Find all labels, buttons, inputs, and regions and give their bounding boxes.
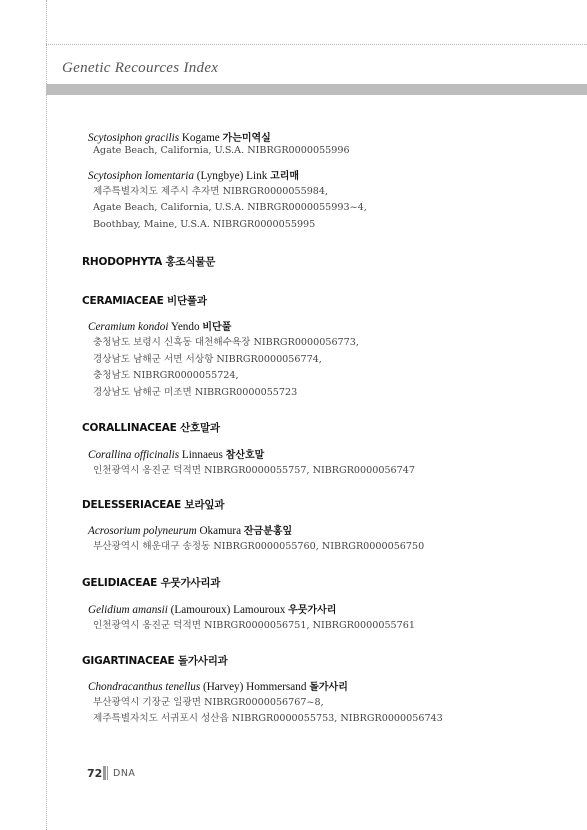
family-heading: CORALLINACEAE 산호말과 <box>82 422 220 434</box>
specimen-record: 제주특별자치도 서귀포시 성산읍 NIBRGR0000055753, NIBRGR0000056743 <box>93 713 443 724</box>
specimen-record: 경상남도 남해군 서면 서상항 NIBRGR0000056774, <box>93 354 322 365</box>
family-heading: RHODOPHYTA 홍조식물문 <box>82 256 216 268</box>
species-scientific-name: Corallina officinalis <box>88 449 180 461</box>
specimen-record: 제주특별자치도 제주시 추자면 NIBRGR0000055984, <box>93 186 329 197</box>
species-entry <box>88 129 271 144</box>
species-entry <box>88 601 336 616</box>
footer-section-label: DNA <box>113 768 136 779</box>
header-rule-bar <box>46 84 587 95</box>
specimen-record: 부산광역시 기장군 일광면 NIBRGR0000056767~8, <box>93 697 324 708</box>
specimen-record: 충청남도 보령시 신흑동 대천해수욕장 NIBRGR0000056773, <box>93 337 359 348</box>
species-scientific-name: Gelidium amansii <box>88 604 168 616</box>
species-scientific-name: Scytosiphon lomentaria <box>88 170 194 182</box>
species-author: Kogame <box>179 132 223 144</box>
family-heading: GIGARTINACEAE 돌가사리과 <box>82 655 228 667</box>
species-entry <box>88 167 299 182</box>
species-author: (Lamouroux) Lamouroux <box>167 604 289 616</box>
species-korean-name: 우뭇가사리 <box>288 605 337 616</box>
species-author: (Lyngbye) Link <box>193 170 271 182</box>
margin-guide-horizontal <box>46 44 587 45</box>
species-entry <box>88 446 264 461</box>
specimen-record: 경상남도 남해군 미조면 NIBRGR0000055723 <box>93 387 298 398</box>
specimen-record: Agate Beach, California, U.S.A. NIBRGR0000055996 <box>93 145 350 156</box>
species-entry <box>88 522 292 537</box>
species-author: Linnaeus <box>179 449 226 461</box>
specimen-record: 충청남도 NIBRGR0000055724, <box>93 370 239 381</box>
family-heading: DELESSERIACEAE 보라잎과 <box>82 499 225 511</box>
species-author: Okamura <box>196 525 244 537</box>
specimen-record: 인천광역시 옹진군 덕적면 NIBRGR0000055757, NIBRGR0000056747 <box>93 465 415 476</box>
species-entry <box>88 678 348 693</box>
species-korean-name: 가는미역실 <box>222 133 271 144</box>
page-number: 72 <box>87 767 103 780</box>
specimen-record: 인천광역시 옹진군 덕적면 NIBRGR0000056751, NIBRGR0000055761 <box>93 620 415 631</box>
species-korean-name: 잔금분홍잎 <box>243 526 293 537</box>
species-korean-name: 고리매 <box>270 171 300 182</box>
species-korean-name: 비단풀 <box>202 322 232 333</box>
species-author: (Harvey) Hommersand <box>200 681 310 693</box>
species-scientific-name: Ceramium kondoi <box>88 321 169 333</box>
specimen-record: Boothbay, Maine, U.S.A. NIBRGR0000055995 <box>93 219 316 230</box>
species-scientific-name: Acrosorium polyneurum <box>88 525 197 537</box>
species-korean-name: 참산호말 <box>225 450 265 461</box>
species-korean-name: 돌가사리 <box>309 682 348 693</box>
family-heading: CERAMIACEAE 비단풀과 <box>82 295 207 307</box>
specimen-record: Agate Beach, California, U.S.A. NIBRGR0000055993~4, <box>93 202 367 213</box>
specimen-record: 부산광역시 해운대구 송정동 NIBRGR0000055760, NIBRGR0000056750 <box>93 541 425 552</box>
family-heading: GELIDIACEAE 우뭇가사리과 <box>82 577 221 589</box>
species-scientific-name: Scytosiphon gracilis <box>88 132 180 144</box>
species-scientific-name: Chondracanthus tenellus <box>88 681 201 693</box>
footer-divider-thin <box>107 766 108 780</box>
species-author: Yendo <box>168 321 203 333</box>
running-header-title: Genetic Recources Index <box>62 60 219 76</box>
species-entry <box>88 318 231 333</box>
margin-guide-vertical <box>46 0 47 830</box>
footer-divider <box>103 766 106 780</box>
